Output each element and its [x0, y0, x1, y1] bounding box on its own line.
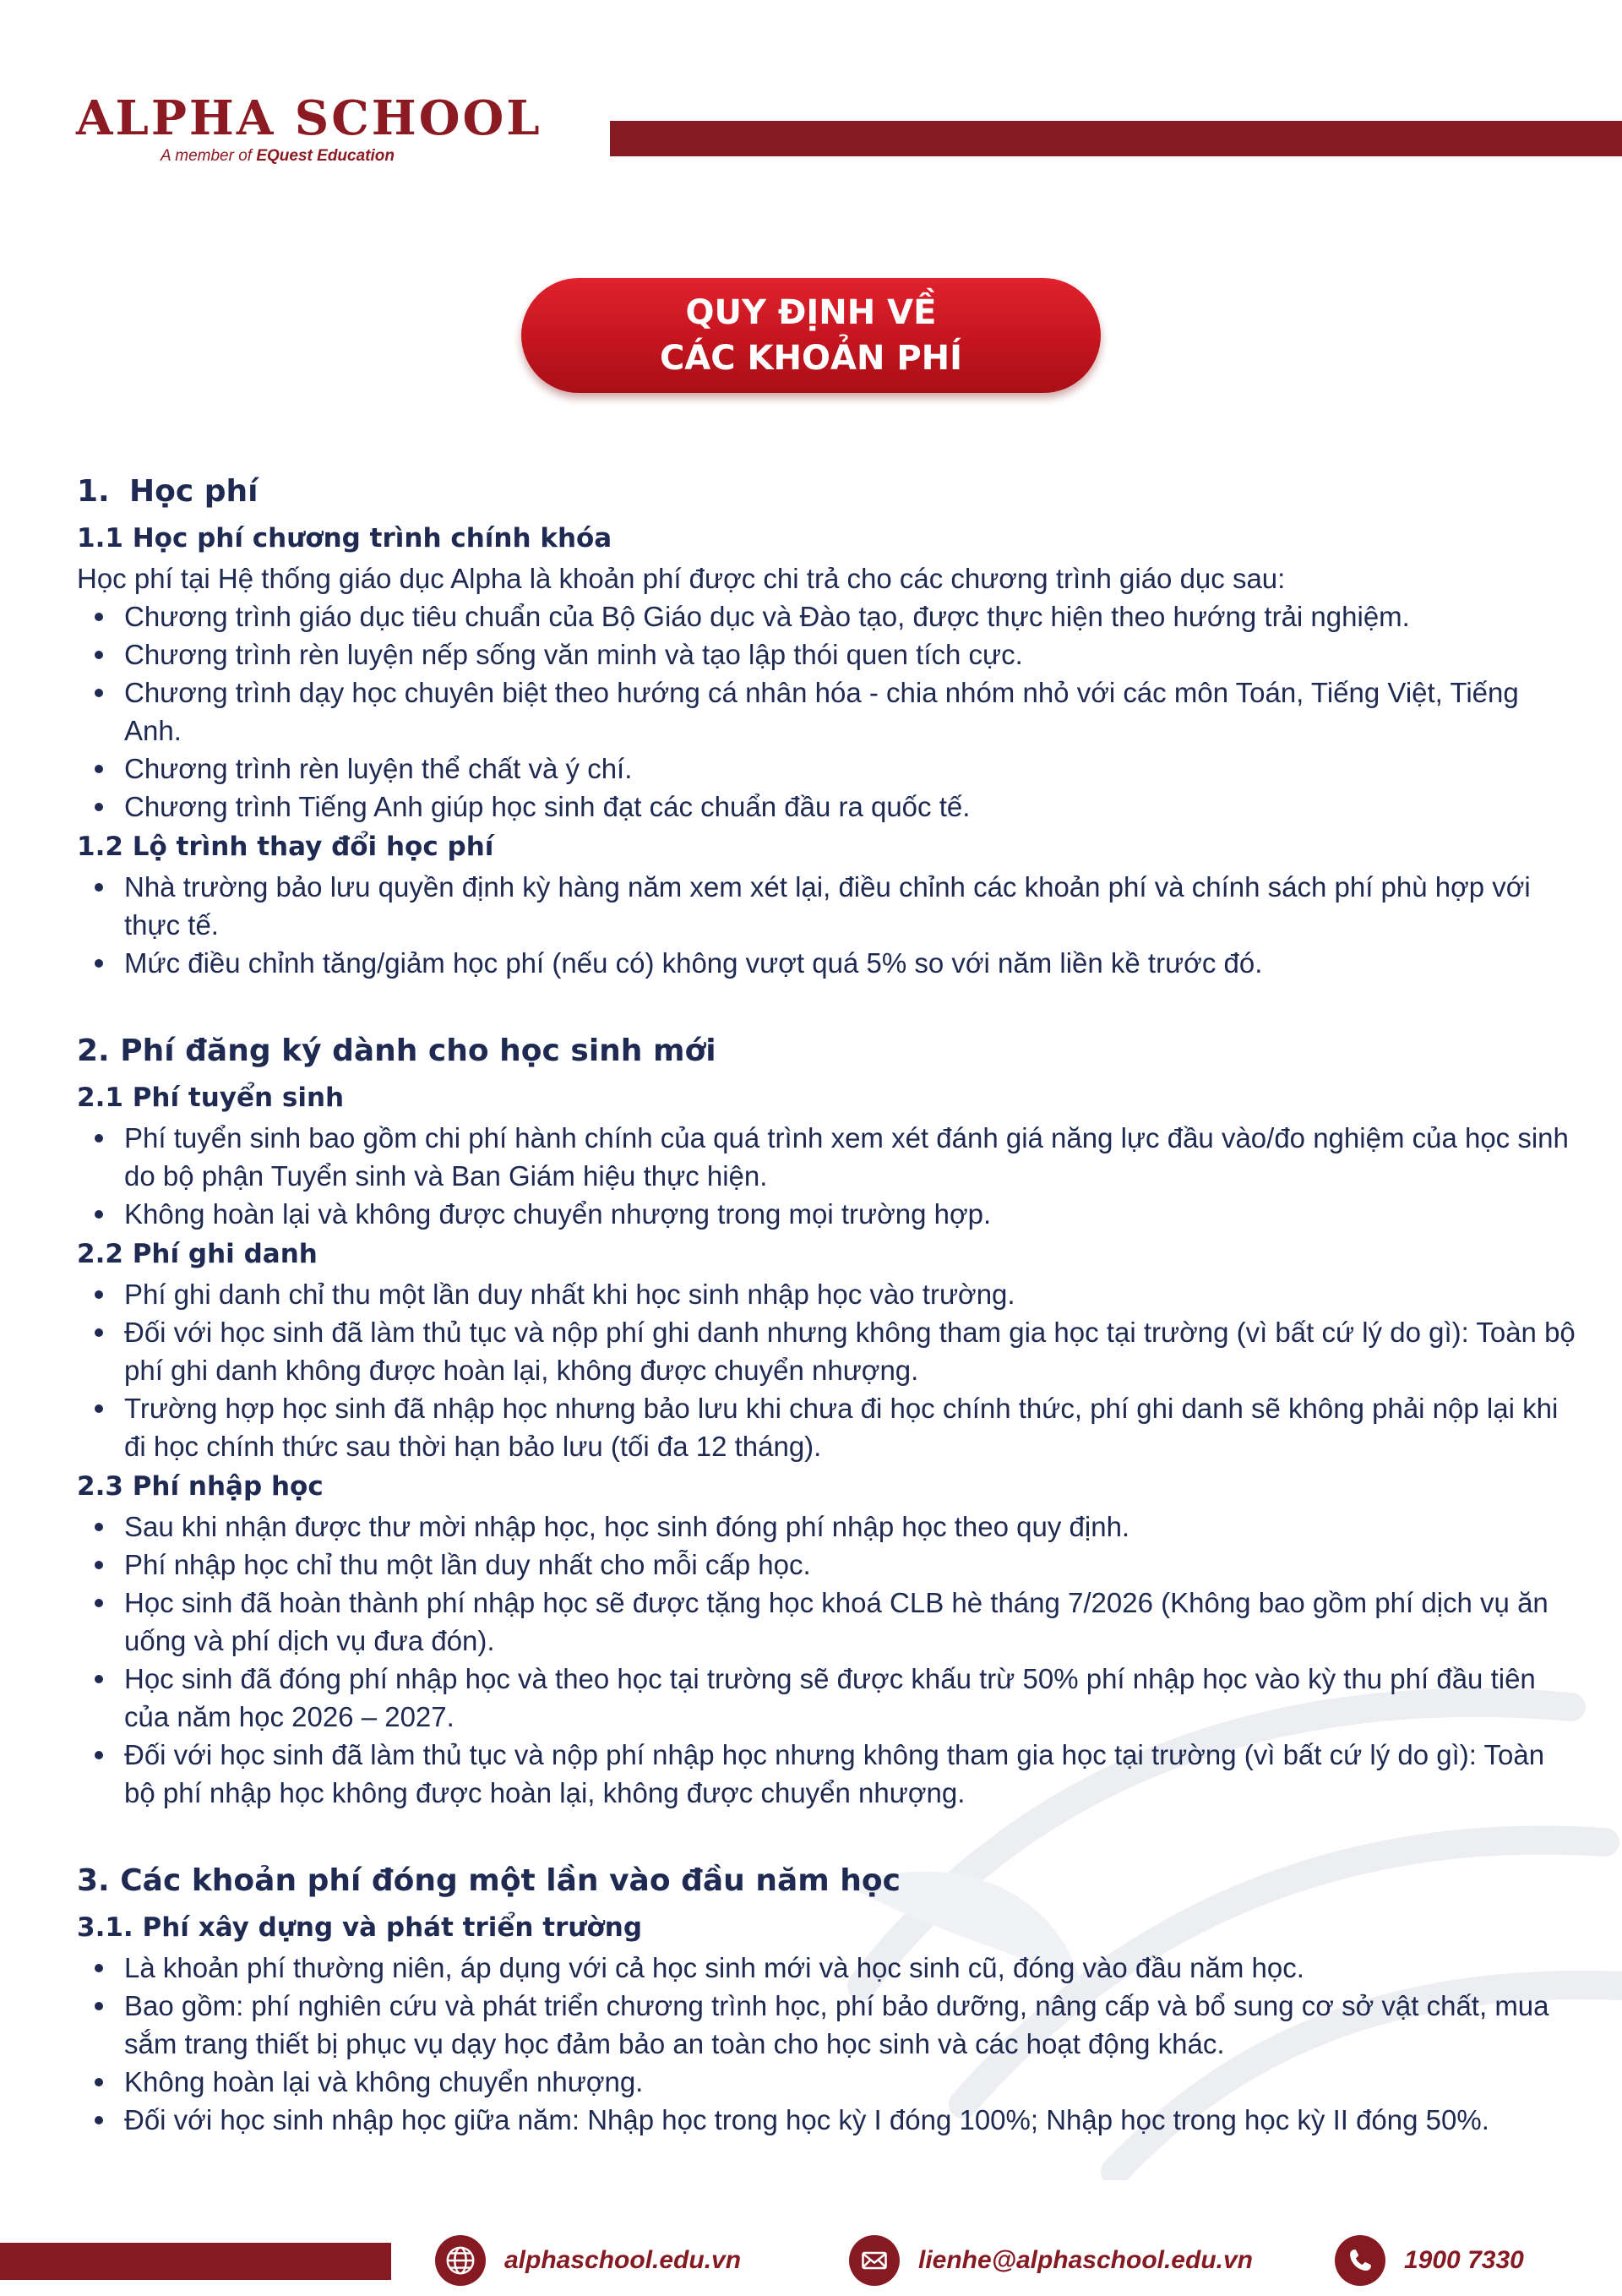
- school-logo: [76, 90, 542, 166]
- subsection-1-2-heading: 1.2 Lộ trình thay đổi học phí: [77, 832, 494, 862]
- section-3-heading: 3. Các khoản phí đóng một lần vào đầu năm học: [77, 1863, 901, 1898]
- list-item: Chương trình rèn luyện nếp sống văn minh và tạo lập thói quen tích cực.: [77, 635, 1581, 674]
- section-2-heading: 2. Phí đăng ký dành cho học sinh mới: [77, 1033, 716, 1068]
- list-item: Đối với học sinh đã làm thủ tục và nộp phí nhập học nhưng không tham gia học tại trường (vì bất cứ lý do gì): Toàn bộ phí nhập học không được hoàn lại, không được chuyển nhượng.: [77, 1736, 1581, 1812]
- list-item: Đối với học sinh đã làm thủ tục và nộp phí ghi danh nhưng không tham gia học tại trường (vì bất cứ lý do gì): Toàn bộ phí ghi danh không được hoàn lại, không được chuyển nhượng.: [77, 1313, 1581, 1389]
- list-item: Mức điều chỉnh tăng/giảm học phí (nếu có) không vượt quá 5% so với năm liền kề trước đó.: [77, 944, 1581, 982]
- title-line-1: QUY ĐỊNH VỀ: [685, 293, 937, 332]
- list-item: Phí tuyển sinh bao gồm chi phí hành chính của quá trình xem xét đánh giá năng lực đầu vào/đo nghiệm của học sinh do bộ phận Tuyển sinh và Ban Giám hiệu thực hiện.: [77, 1119, 1581, 1195]
- list-item: Học sinh đã đóng phí nhập học và theo học tại trường sẽ được khấu trừ 50% phí nhập học vào kỳ thu phí đầu tiên của năm học 2026 – 2027.: [77, 1660, 1581, 1736]
- subsection-1-1-list: [77, 597, 1581, 826]
- list-item: Không hoàn lại và không chuyển nhượng.: [77, 2063, 1581, 2101]
- title-line-2: CÁC KHOẢN PHÍ: [659, 339, 963, 378]
- subsection-3-1-list: [77, 1949, 1581, 2139]
- list-item: Chương trình giáo dục tiêu chuẩn của Bộ Giáo dục và Đào tạo, được thực hiện theo hướng trải nghiệm.: [77, 597, 1581, 635]
- list-item: Sau khi nhận được thư mời nhập học, học sinh đóng phí nhập học theo quy định.: [77, 1508, 1581, 1546]
- page-title: [521, 278, 1101, 393]
- list-item: Chương trình dạy học chuyên biệt theo hướng cá nhân hóa - chia nhóm nhỏ với các môn Toán, Tiếng Việt, Tiếng Anh.: [77, 674, 1581, 750]
- footer-email[interactable]: [849, 2233, 1253, 2288]
- logo-title: ALPHA SCHOOL: [76, 90, 542, 146]
- section-1-heading: [77, 466, 1581, 517]
- list-item: Là khoản phí thường niên, áp dụng với cả học sinh mới và học sinh cũ, đóng vào đầu năm học.: [77, 1949, 1581, 1987]
- subsection-2-1-heading: 2.1 Phí tuyển sinh: [77, 1083, 345, 1113]
- list-item: Không hoàn lại và không được chuyển nhượng trong mọi trường hợp.: [77, 1195, 1581, 1233]
- list-item: Nhà trường bảo lưu quyền định kỳ hàng năm xem xét lại, điều chỉnh các khoản phí và chính sách phí phù hợp với thực tế.: [77, 868, 1581, 944]
- subsection-3-1-heading: 3.1. Phí xây dựng và phát triển trường: [77, 1912, 643, 1943]
- subsection-2-2-heading: 2.2 Phí ghi danh: [77, 1239, 318, 1269]
- logo-subtitle: [161, 147, 498, 166]
- list-item: Chương trình Tiếng Anh giúp học sinh đạt các chuẩn đầu ra quốc tế.: [77, 788, 1581, 826]
- header-accent-bar: [610, 121, 1622, 156]
- phone-icon: [1335, 2235, 1385, 2286]
- subsection-2-3-heading: 2.3 Phí nhập học: [77, 1471, 324, 1502]
- footer-phone[interactable]: [1335, 2233, 1524, 2288]
- section-1-number: 1.: [77, 474, 110, 509]
- list-item: Phí ghi danh chỉ thu một lần duy nhất khi học sinh nhập học vào trường.: [77, 1275, 1581, 1313]
- subsection-2-1-list: [77, 1119, 1581, 1233]
- document-body: [77, 466, 1581, 2139]
- list-item: Phí nhập học chỉ thu một lần duy nhất cho mỗi cấp học.: [77, 1546, 1581, 1584]
- subsection-1-1-heading: 1.1 Học phí chương trình chính khóa: [77, 523, 612, 554]
- website-link[interactable]: alphaschool.edu.vn: [504, 2246, 742, 2274]
- email-link[interactable]: lienhe@alphaschool.edu.vn: [918, 2246, 1253, 2274]
- list-item: Học sinh đã hoàn thành phí nhập học sẽ được tặng học khoá CLB hè tháng 7/2026 (Không bao gồm phí dịch vụ ăn uống và phí dịch vụ đưa đón).: [77, 1584, 1581, 1660]
- globe-icon: [435, 2235, 486, 2286]
- subsection-2-2-list: [77, 1275, 1581, 1465]
- list-item: Trường hợp học sinh đã nhập học nhưng bảo lưu khi chưa đi học chính thức, phí ghi danh sẽ không phải nộp lại khi đi học chính thức sau thời hạn bảo lưu (tối đa 12 tháng).: [77, 1389, 1581, 1465]
- list-item: Bao gồm: phí nghiên cứu và phát triển chương trình học, phí bảo dưỡng, nâng cấp và bổ sung cơ sở vật chất, mua sắm trang thiết bị phục vụ dạy học đảm bảo an toàn cho học sinh và các hoạt động khác.: [77, 1987, 1581, 2063]
- section-1-title: Học phí: [129, 474, 259, 509]
- list-item: Chương trình rèn luyện thể chất và ý chí.: [77, 750, 1581, 788]
- list-item: Đối với học sinh nhập học giữa năm: Nhập học trong học kỳ I đóng 100%; Nhập học trong học kỳ II đóng 50%.: [77, 2101, 1581, 2139]
- mail-icon: [849, 2235, 900, 2286]
- footer-website[interactable]: [435, 2233, 741, 2288]
- logo-sub-brand: EQuest Education: [256, 147, 395, 165]
- phone-number[interactable]: 1900 7330: [1404, 2246, 1524, 2274]
- subsection-1-2-list: [77, 868, 1581, 982]
- logo-sub-prefix: A member of: [161, 147, 257, 165]
- footer-accent-bar: [0, 2243, 391, 2280]
- subsection-2-3-list: [77, 1508, 1581, 1812]
- subsection-1-1-intro: Học phí tại Hệ thống giáo dục Alpha là khoản phí được chi trả cho các chương trình giáo dục sau:: [77, 563, 1286, 594]
